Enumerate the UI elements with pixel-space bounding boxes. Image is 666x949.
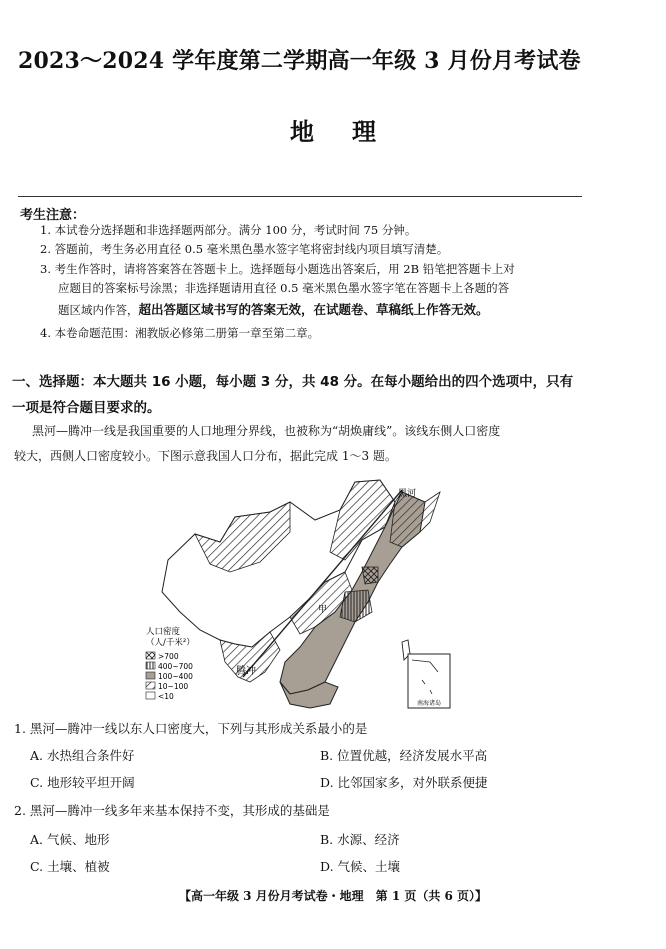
notice-line-3b: 应题目的答案标号涂黑；非选择题请用直径 0.5 毫米黑色墨水签字笔在答题卡上各题的答	[58, 281, 510, 295]
legend-item-400: 400~700	[158, 662, 193, 671]
notice-line-3: 3. 考生作答时，请将答案答在答题卡上。选择题每小题选出答案后，用 2B 铅笔把答题卡上对	[40, 262, 515, 276]
exam-title: 2023～2024 学年度第二学期高一年级 3 月份月考试卷	[18, 48, 581, 74]
legend-swatch-100	[146, 672, 155, 679]
question-1-option-a: A. 水热组合条件好	[30, 748, 135, 763]
notice-line-4: 4. 本卷命题范围：湘教版必修第二册第一章至第二章。	[40, 326, 320, 340]
page-footer: 【高一年级 3 月份月考试卷・地理 第 1 页（共 6 页）】	[178, 889, 488, 903]
question-1-option-c: C. 地形较平坦开阔	[30, 775, 135, 790]
question-2-option-a: A. 气候、地形	[30, 832, 110, 847]
legend-swatch-10	[146, 682, 155, 689]
notice-line-3c-text: 题区域内作答，	[58, 303, 139, 317]
notice-line-2: 2. 答题前，考生务必用直径 0.5 毫米黑色墨水签字笔将密封线内项目填写清楚。	[40, 242, 449, 256]
section-heading: 一、选择题：本大题共 16 小题，每小题 3 分，共 48 分。在每小题给出的四个选项中，只有一项是符合题目要求的。	[12, 374, 574, 416]
subject-title: 地理	[290, 117, 414, 146]
legend-item-700: >700	[158, 652, 179, 661]
notice-line-3c	[58, 300, 489, 320]
legend-swatch-700	[146, 652, 155, 659]
notice-heading: 考生注意：	[20, 208, 86, 223]
question-2-option-c: C. 土壤、植被	[30, 859, 110, 874]
inset-label: 南海诸岛	[416, 700, 442, 707]
legend-title-1: 人口密度	[146, 627, 181, 637]
legend-item-lt10: <10	[158, 692, 174, 701]
header-divider	[18, 196, 582, 197]
question-2-option-b: B. 水源、经济	[320, 832, 400, 847]
legend-swatch-400	[146, 662, 155, 669]
dense-core-vertical	[340, 590, 372, 622]
label-tengchong: 腾冲	[236, 666, 256, 677]
intro-line-2: 较大，西侧人口密度较小。下图示意我国人口分布，据此完成 1～3 题。	[14, 449, 397, 463]
legend-title-2: （人/千米²）	[146, 638, 195, 648]
question-2-option-d: D. 气候、土壤	[320, 859, 401, 874]
intro-line-1: 黑河—腾冲一线是我国重要的人口地理分界线，也被称为“胡焕庸线”。该线东侧人口密度	[32, 424, 501, 438]
notice-emphasis: 超出答题区域书写的答案无效，在试题卷、草稿纸上作答无效。	[138, 302, 489, 317]
question-1-option-b: B. 位置优越，经济发展水平高	[320, 748, 488, 763]
notice-line-1: 1. 本试卷分选择题和非选择题两部分。满分 100 分，考试时间 75 分钟。	[40, 223, 417, 237]
question-1-option-d: D. 比邻国家多，对外联系便捷	[320, 775, 488, 790]
dense-core-cross	[362, 567, 378, 584]
legend-item-10: 10~100	[158, 682, 189, 691]
question-1-stem: 1. 黑河—腾冲一线以东人口密度大，下列与其形成关系最小的是	[14, 721, 368, 736]
population-map	[140, 472, 460, 712]
question-2-stem: 2. 黑河—腾冲一线多年来基本保持不变，其形成的基础是	[14, 803, 330, 818]
label-heihe: 黑河	[398, 489, 417, 499]
legend-swatch-lt10	[146, 692, 155, 699]
legend-item-100: 100~400	[158, 672, 193, 681]
label-jia: 甲	[318, 605, 328, 615]
northeast-hatched	[390, 492, 440, 547]
